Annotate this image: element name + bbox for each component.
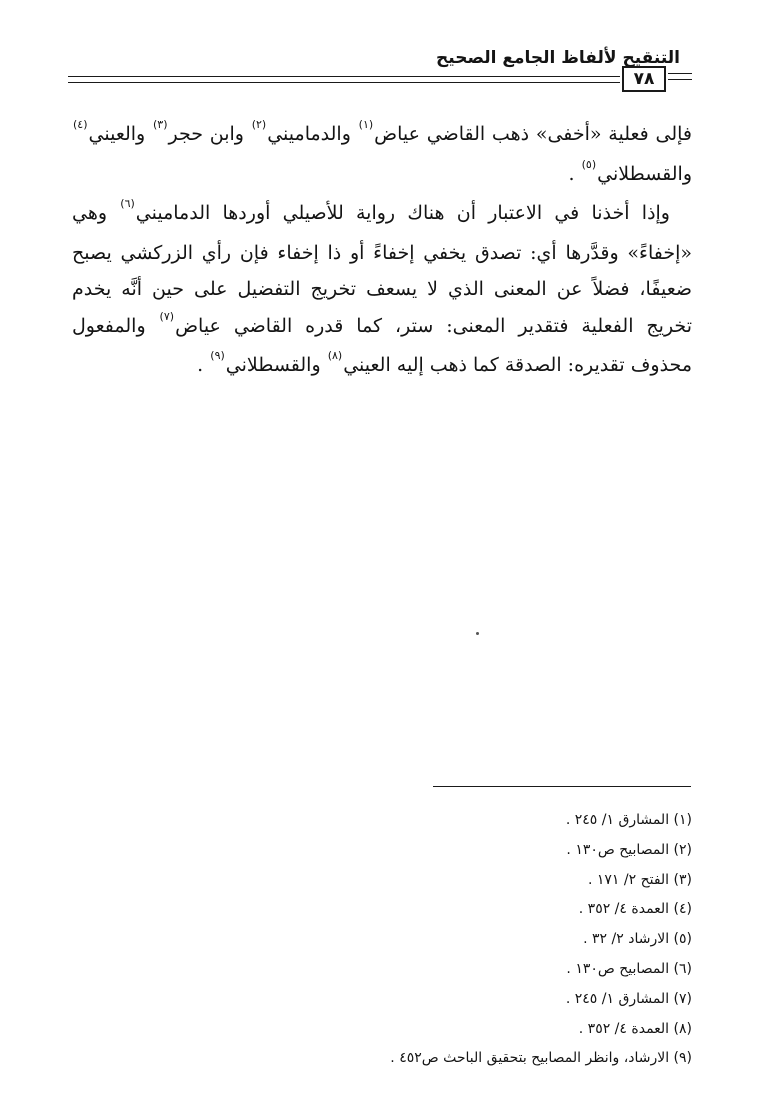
running-title: التنقيح لألفاظ الجامع الصحيح	[436, 48, 680, 68]
footnote-ref-8: (٨)	[327, 349, 343, 362]
text-segment: وإذا أخذنا في الاعتبار أن هناك رواية للأصيلي أوردها الدماميني	[135, 202, 670, 224]
page-number: ٧٨	[622, 66, 666, 92]
footnote-7: (٧) المشارق ١/ ٢٤٥ .	[565, 990, 692, 1007]
footnote-separator	[433, 786, 691, 787]
footnote-8: (٨) العمدة ٤/ ٣٥٢ .	[578, 1020, 692, 1037]
footnote-ref-9: (٩)	[210, 349, 225, 362]
main-text	[72, 116, 692, 387]
footnote-ref-2: (٢)	[251, 118, 267, 131]
footnote-4: (٤) العمدة ٤/ ٣٥٢ .	[578, 901, 692, 918]
footnote-5: (٥) الارشاد ٢/ ٣٢ .	[583, 931, 692, 948]
footnote-9: (٩) الارشاد، وانظر المصابيح بتحقيق الباحث ص٤٥٢ .	[390, 1050, 692, 1067]
text-segment: والعيني	[88, 123, 152, 145]
text-segment: وابن حجر	[168, 123, 251, 145]
footnote-ref-5: (٥)	[581, 157, 597, 171]
text-segment: .	[568, 162, 581, 185]
footnote-ref-7: (٧)	[159, 309, 175, 323]
header-rule-secondary	[68, 82, 620, 83]
footnote-ref-6: (٦)	[120, 197, 135, 210]
header-rule-tail-secondary	[668, 79, 692, 80]
text-segment: والدماميني	[267, 123, 358, 145]
text-segment: وهي «إخفاءً» وقدَّرها أي: تصدق يخفي إخفاءً أو ذا إخفاء فإن رأي الزركشي يصبح ضعيفًا، فضلاً عن المعنى الذي لا يسعف تخريج التفضيل على حين أنَّه يخدم تخريج الفعلية فتقدير المعنى: ستر، كما قدره القاضي عياض	[72, 202, 692, 337]
text-segment: فإلى فعلية «أخفى» ذهب القاضي عياض	[374, 123, 692, 145]
text-segment: .	[197, 354, 210, 376]
paragraph-2	[72, 195, 692, 387]
footnote-ref-3: (٣)	[152, 118, 168, 131]
footnote-ref-1: (١)	[358, 118, 374, 131]
footnote-2: (٢) المصابيح ص١٣٠ .	[566, 841, 692, 858]
paragraph-1	[72, 116, 692, 195]
header-rule-tail	[668, 73, 692, 74]
header-rule	[68, 76, 620, 77]
footnote-3: (٣) الفتح ٢/ ١٧١ .	[587, 871, 692, 888]
footnotes-list	[192, 806, 692, 1074]
footnote-ref-4: (٤)	[73, 118, 88, 131]
ink-dot	[476, 632, 479, 635]
text-segment: والقسطلاني	[225, 354, 327, 376]
footnote-6: (٦) المصابيح ص١٣٠ .	[566, 960, 692, 977]
text-segment: والمفعول محذوف تقديره: الصدقة كما ذهب إليه العيني	[72, 314, 692, 376]
footnote-1: (١) المشارق ١/ ٢٤٥ .	[565, 812, 692, 828]
text-segment: والقسطلاني	[597, 162, 692, 185]
